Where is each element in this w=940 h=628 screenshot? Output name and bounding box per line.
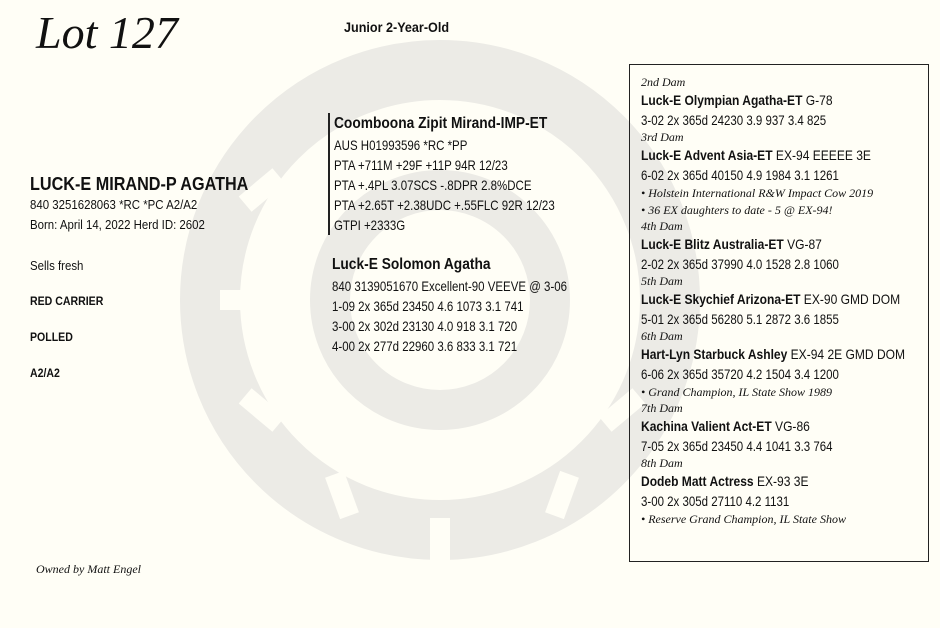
generation-label: 2nd Dam bbox=[641, 75, 686, 89]
generation-label: 5th Dam bbox=[641, 274, 683, 288]
feature-a2: A2/A2 bbox=[30, 366, 60, 380]
sire-line: PTA +2.65T +2.38UDC +.55FLC 92R 12/23 bbox=[334, 197, 555, 213]
features-list bbox=[30, 258, 113, 402]
ancestor-name: Luck-E Olympian Agatha-ET G-78 bbox=[641, 92, 833, 108]
sire-block bbox=[328, 113, 614, 235]
generation-label: 8th Dam bbox=[641, 456, 683, 470]
feature-polled: POLLED bbox=[30, 330, 73, 344]
sire-line: PTA +711M +29F +11P 94R 12/23 bbox=[334, 157, 508, 173]
animal-name: LUCK-E MIRAND-P AGATHA bbox=[30, 174, 249, 194]
dam-line: 840 3139051670 Excellent-90 VEEVE @ 3-06 bbox=[332, 278, 568, 294]
sire-name: Coomboona Zipit Mirand-IMP-ET bbox=[334, 115, 548, 132]
feature-sells-fresh: Sells fresh bbox=[30, 258, 84, 273]
ancestor-name: Dodeb Matt Actress EX-93 3E bbox=[641, 473, 809, 489]
class-label: Junior 2-Year-Old bbox=[344, 19, 450, 35]
ancestor-name: Hart-Lyn Starbuck Ashley EX-94 2E GMD DOM bbox=[641, 346, 906, 362]
generation-label: 3rd Dam bbox=[641, 130, 684, 144]
ancestor-name: Luck-E Skychief Arizona-ET EX-90 GMD DOM bbox=[641, 291, 901, 307]
generation-label: 7th Dam bbox=[641, 401, 683, 415]
dam-line: 3-00 2x 302d 23130 4.0 918 3.1 720 bbox=[332, 318, 518, 334]
animal-registration: 840 3251628063 *RC *PC A2/A2 bbox=[30, 197, 198, 212]
owner-line: Owned by Matt Engel bbox=[36, 562, 141, 576]
ancestor-record: 5-01 2x 365d 56280 5.1 2872 3.6 1855 bbox=[641, 311, 839, 327]
ancestor-name: Kachina Valient Act-ET VG-86 bbox=[641, 418, 810, 434]
ancestor-note: • Holstein International R&W Impact Cow 2019 bbox=[641, 186, 874, 200]
animal-info bbox=[30, 174, 330, 235]
sire-line: PTA +.4PL 3.07SCS -.8DPR 2.8%DCE bbox=[334, 177, 532, 193]
ancestor-record: 7-05 2x 365d 23450 4.4 1041 3.3 764 bbox=[641, 438, 833, 454]
ancestor-note: • Grand Champion, IL State Show 1989 bbox=[641, 385, 832, 399]
ancestor-record: 3-02 2x 365d 24230 3.9 937 3.4 825 bbox=[641, 112, 827, 128]
sire-line: AUS H01993596 *RC *PP bbox=[334, 137, 468, 153]
ancestor-name: Luck-E Advent Asia-ET EX-94 EEEEE 3E bbox=[641, 147, 871, 163]
generation-label: 4th Dam bbox=[641, 219, 683, 233]
ancestor-note: • Reserve Grand Champion, IL State Show bbox=[641, 512, 846, 526]
ancestor-record: 6-06 2x 365d 35720 4.2 1504 3.4 1200 bbox=[641, 366, 839, 382]
dam-name: Luck-E Solomon Agatha bbox=[332, 256, 491, 273]
dam-line: 4-00 2x 277d 22960 3.6 833 3.1 721 bbox=[332, 338, 518, 354]
lot-number: Lot 127 bbox=[36, 7, 178, 58]
pedigree-box bbox=[629, 64, 929, 562]
generation-label: 6th Dam bbox=[641, 329, 683, 343]
ancestor-name: Luck-E Blitz Australia-ET VG-87 bbox=[641, 236, 822, 252]
animal-born-herd: Born: April 14, 2022 Herd ID: 2602 bbox=[30, 217, 205, 232]
ancestor-record: 3-00 2x 305d 27110 4.2 1131 bbox=[641, 493, 790, 509]
dam-line: 1-09 2x 365d 23450 4.6 1073 3.1 741 bbox=[332, 298, 524, 314]
feature-red-carrier: RED CARRIER bbox=[30, 294, 104, 308]
ancestor-note: • 36 EX daughters to date - 5 @ EX-94! bbox=[641, 203, 833, 217]
ancestor-record: 2-02 2x 365d 37990 4.0 1528 2.8 1060 bbox=[641, 256, 839, 272]
dam-block bbox=[332, 254, 612, 356]
ancestor-record: 6-02 2x 365d 40150 4.9 1984 3.1 1261 bbox=[641, 167, 839, 183]
sire-line: GTPI +2333G bbox=[334, 217, 406, 233]
